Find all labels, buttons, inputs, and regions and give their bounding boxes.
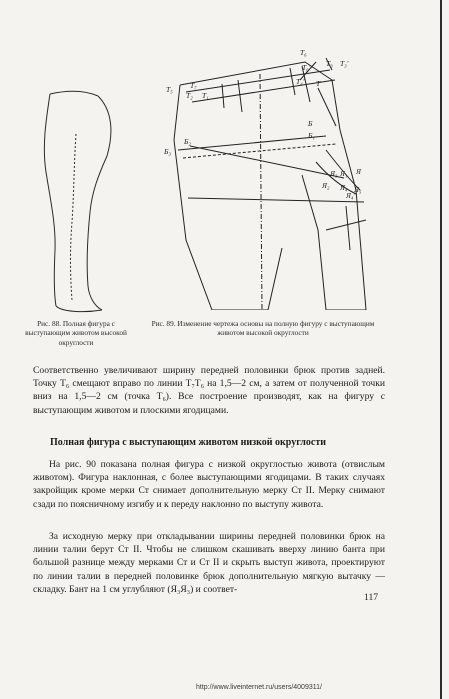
label-b: Б bbox=[308, 119, 313, 128]
label-t: T bbox=[316, 79, 321, 88]
label-ya2: Я₂ bbox=[322, 181, 330, 190]
paragraph-3: За исходную мерку при откладывании ширины передней половинки брюк на линии талии берут Ст II. Чтобы не слишком скашивать вверху линию банта при большой разнице между мерками Ст и Ст II и скрыть выступ живота, проектируют по линии талии в передней половинке брюк дополнительную мягкую вытачку — складку. Бант на 1 см углубляют (Я₃Я₃) и соответ- bbox=[33, 531, 385, 595]
label-t3: T₃ bbox=[326, 59, 333, 68]
label-t5: T₅ bbox=[166, 85, 173, 94]
paragraph-2: На рис. 90 показана полная фигура с низкой округлостью живота (отвислым животом). Фигура наклонная, с более выступающими ягодицами. В таких случаях закройщик кроме мерки Ст снимает дополнительную мерку Ст II. Мерку снимают сзади по поясничному изгибу и к переду наклонно по выступу живота. bbox=[33, 459, 385, 510]
label-b1: Б₁ bbox=[308, 131, 316, 140]
label-t6: T₆ bbox=[300, 48, 307, 57]
label-b3: Б₃ bbox=[164, 147, 172, 156]
label-t4p: T₄' bbox=[296, 77, 305, 86]
label-t1: T₁ bbox=[202, 91, 209, 100]
label-ya4p: Я₄' bbox=[346, 191, 356, 200]
figure-88-caption: Рис. 88. Полная фигура с выступающим животом высокой округлости bbox=[25, 319, 127, 347]
label-t6p: T₆' bbox=[302, 63, 311, 72]
footer-url[interactable]: http://www.liveinternet.ru/users/4009311/ bbox=[196, 684, 322, 691]
label-ya1: Я₁ bbox=[340, 169, 348, 178]
label-b2: Б₂ bbox=[184, 137, 192, 146]
figure-89-caption: Рис. 89. Изменение чертежа основы на полную фигуру с выступающим животом высокой округлости bbox=[151, 319, 375, 338]
label-ya5: Я₅ bbox=[354, 185, 362, 194]
figure-88-silhouette bbox=[28, 80, 133, 315]
page-edge-rule bbox=[440, 0, 442, 699]
label-ya: Я bbox=[356, 167, 361, 176]
label-ya4: Я₄ bbox=[340, 183, 348, 192]
paragraph-1: Соответственно увеличивают ширину передней половинки брюк против задней. Точку T₆ смещают вправо по линии T₇T₆ на 1,5—2 см, а затем от полученной точки вниз на 1,5—2 см (точка T₆). Все построение производят, как на фигуру с выступающим животом и плоскими ягодицами. bbox=[33, 365, 385, 416]
section-heading: Полная фигура с выступающим животом низкой округлости bbox=[50, 437, 326, 448]
figure-89-pattern-draft bbox=[150, 40, 380, 310]
label-t3p: T₃' bbox=[340, 59, 349, 68]
label-ya3: Я₃ bbox=[330, 169, 338, 178]
label-t2: T₂ bbox=[186, 91, 193, 100]
page-number: 117 bbox=[364, 592, 379, 603]
label-t7: T₇ bbox=[190, 81, 197, 90]
